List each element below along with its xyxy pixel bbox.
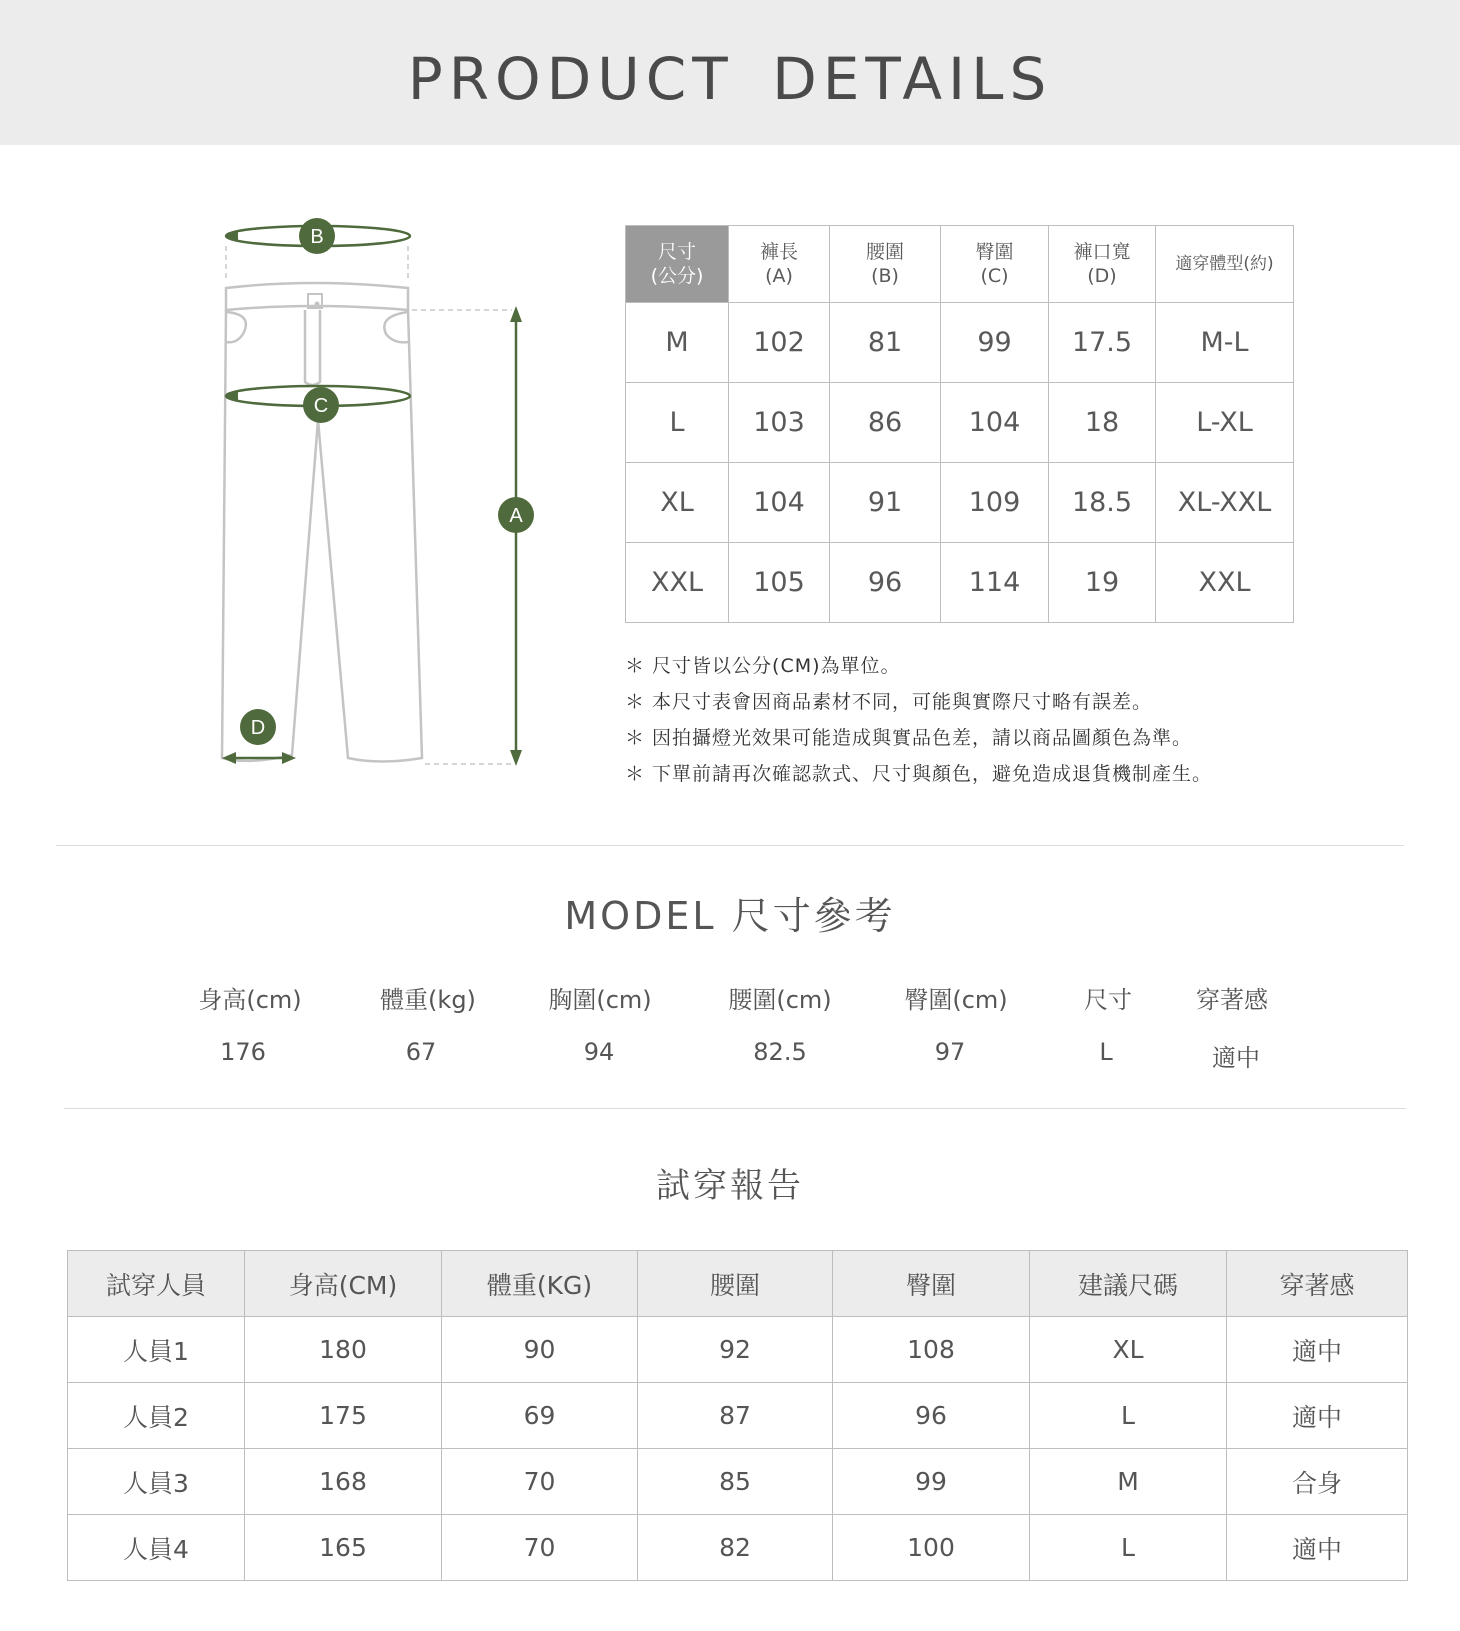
report-cell: 70 (442, 1515, 638, 1581)
size-table-row (626, 463, 1294, 543)
report-cell: 適中 (1227, 1383, 1408, 1449)
report-cell: 人員2 (68, 1383, 245, 1449)
size-cell: 104 (729, 463, 830, 543)
report-section-title: 試穿報告 (656, 1166, 804, 1206)
size-table-row (626, 543, 1294, 623)
size-notes (625, 648, 1345, 792)
pants-measurement-diagram (200, 210, 560, 790)
size-cell: L (626, 383, 729, 463)
report-cell: 適中 (1227, 1515, 1408, 1581)
size-cell: XXL (1156, 543, 1294, 623)
report-cell: 人員4 (68, 1515, 245, 1581)
report-header-cell: 腰圍 (638, 1251, 833, 1317)
note-item: ＊ 因拍攝燈光效果可能造成與實品色差，請以商品圖顏色為準。 (625, 727, 1193, 749)
report-cell: 175 (245, 1383, 442, 1449)
model-value: 176 (220, 1038, 266, 1066)
report-header-cell: 建議尺碼 (1030, 1251, 1227, 1317)
measure-a-arrow-bottom (510, 750, 522, 766)
page-title: PRODUCT DETAILS (407, 45, 1053, 113)
size-header-cell: 褲長 (A) (729, 226, 830, 303)
report-cell: 168 (245, 1449, 442, 1515)
report-cell: 85 (638, 1449, 833, 1515)
report-cell: M (1030, 1449, 1227, 1515)
report-cell: 92 (638, 1317, 833, 1383)
size-cell: XXL (626, 543, 729, 623)
label-c-text: C (313, 395, 329, 417)
report-cell: 70 (442, 1449, 638, 1515)
report-cell: 合身 (1227, 1449, 1408, 1515)
report-header-cell: 穿著感 (1227, 1251, 1408, 1317)
model-value: 94 (583, 1038, 615, 1066)
size-cell: 81 (830, 303, 941, 383)
model-reference (0, 980, 1460, 1090)
fly-shape (305, 310, 320, 385)
report-cell: 人員1 (68, 1317, 245, 1383)
model-header: 胸圍(cm) (548, 986, 652, 1014)
report-cell: 99 (833, 1449, 1030, 1515)
header-banner (0, 0, 1460, 145)
size-cell: M-L (1156, 303, 1294, 383)
model-header: 身高(cm) (198, 986, 302, 1014)
size-cell: 102 (729, 303, 830, 383)
model-header: 體重(kg) (380, 986, 476, 1014)
model-value: L (1099, 1038, 1113, 1066)
model-section-title: MODEL 尺寸參考 (564, 894, 896, 938)
note-item: ＊ 尺寸皆以公分(CM)為單位。 (625, 655, 901, 677)
report-header-cell: 體重(KG) (442, 1251, 638, 1317)
size-header-cell: 腰圍 (B) (830, 226, 941, 303)
report-cell: 適中 (1227, 1317, 1408, 1383)
report-cell: 82 (638, 1515, 833, 1581)
size-cell: 19 (1049, 543, 1156, 623)
label-d-text: D (250, 717, 266, 739)
size-cell: 104 (941, 383, 1049, 463)
report-cell: 100 (833, 1515, 1030, 1581)
size-cell: XL-XXL (1156, 463, 1294, 543)
size-cell: 109 (941, 463, 1049, 543)
divider (64, 1108, 1406, 1109)
measure-a-arrow-top (510, 306, 522, 322)
model-value: 82.5 (753, 1038, 807, 1066)
size-cell: 96 (830, 543, 941, 623)
size-cell: 86 (830, 383, 941, 463)
report-cell: 87 (638, 1383, 833, 1449)
size-cell: 18.5 (1049, 463, 1156, 543)
left-pocket (226, 312, 246, 342)
size-cell: 99 (941, 303, 1049, 383)
label-a-text: A (509, 505, 523, 527)
report-cell: XL (1030, 1317, 1227, 1383)
note-item: ＊ 下單前請再次確認款式、尺寸與顏色，避免造成退貨機制產生。 (625, 763, 1213, 785)
size-table-header-row (626, 226, 1294, 303)
size-header-cell: 臀圍 (C) (941, 226, 1049, 303)
report-header-cell: 試穿人員 (68, 1251, 245, 1317)
report-header-cell: 身高(CM) (245, 1251, 442, 1317)
size-cell: XL (626, 463, 729, 543)
report-cell: L (1030, 1383, 1227, 1449)
model-header: 腰圍(cm) (728, 986, 832, 1014)
size-table-row (626, 303, 1294, 383)
size-header-cell: 尺寸 (公分) (626, 226, 729, 303)
size-table (625, 225, 1294, 623)
size-cell: 114 (941, 543, 1049, 623)
report-cell: L (1030, 1515, 1227, 1581)
report-cell: 90 (442, 1317, 638, 1383)
divider (56, 845, 1404, 846)
measure-d-arrow-right (282, 752, 296, 764)
report-row (68, 1449, 1408, 1515)
report-row (68, 1317, 1408, 1383)
size-cell: 103 (729, 383, 830, 463)
report-cell: 180 (245, 1317, 442, 1383)
model-header: 穿著感 (1196, 986, 1268, 1014)
size-header-cell: 褲口寬 (D) (1049, 226, 1156, 303)
report-cell: 人員3 (68, 1449, 245, 1515)
report-row (68, 1515, 1408, 1581)
report-header-cell: 臀圍 (833, 1251, 1030, 1317)
size-cell: L-XL (1156, 383, 1294, 463)
size-cell: 105 (729, 543, 830, 623)
fitting-report-table (67, 1250, 1408, 1581)
report-header-row (68, 1251, 1408, 1317)
pants-outline (222, 310, 422, 762)
size-cell: 18 (1049, 383, 1156, 463)
note-item: ＊ 本尺寸表會因商品素材不同，可能與實際尺寸略有誤差。 (625, 691, 1153, 713)
report-cell: 108 (833, 1317, 1030, 1383)
report-cell: 69 (442, 1383, 638, 1449)
report-row (68, 1383, 1408, 1449)
model-header: 尺寸 (1084, 986, 1132, 1014)
report-cell: 96 (833, 1383, 1030, 1449)
model-header: 臀圍(cm) (904, 986, 1008, 1014)
report-cell: 165 (245, 1515, 442, 1581)
size-cell: 91 (830, 463, 941, 543)
size-cell: M (626, 303, 729, 383)
right-pocket (384, 312, 408, 342)
size-header-cell: 適穿體型(約) (1156, 226, 1294, 303)
size-table-row (626, 383, 1294, 463)
label-b-text: B (310, 226, 324, 248)
model-value: 67 (405, 1038, 437, 1066)
button-shape (315, 302, 320, 307)
model-value: 適中 (1212, 1044, 1260, 1072)
model-value: 97 (934, 1038, 966, 1066)
size-cell: 17.5 (1049, 303, 1156, 383)
measure-d-arrow-left (222, 752, 236, 764)
